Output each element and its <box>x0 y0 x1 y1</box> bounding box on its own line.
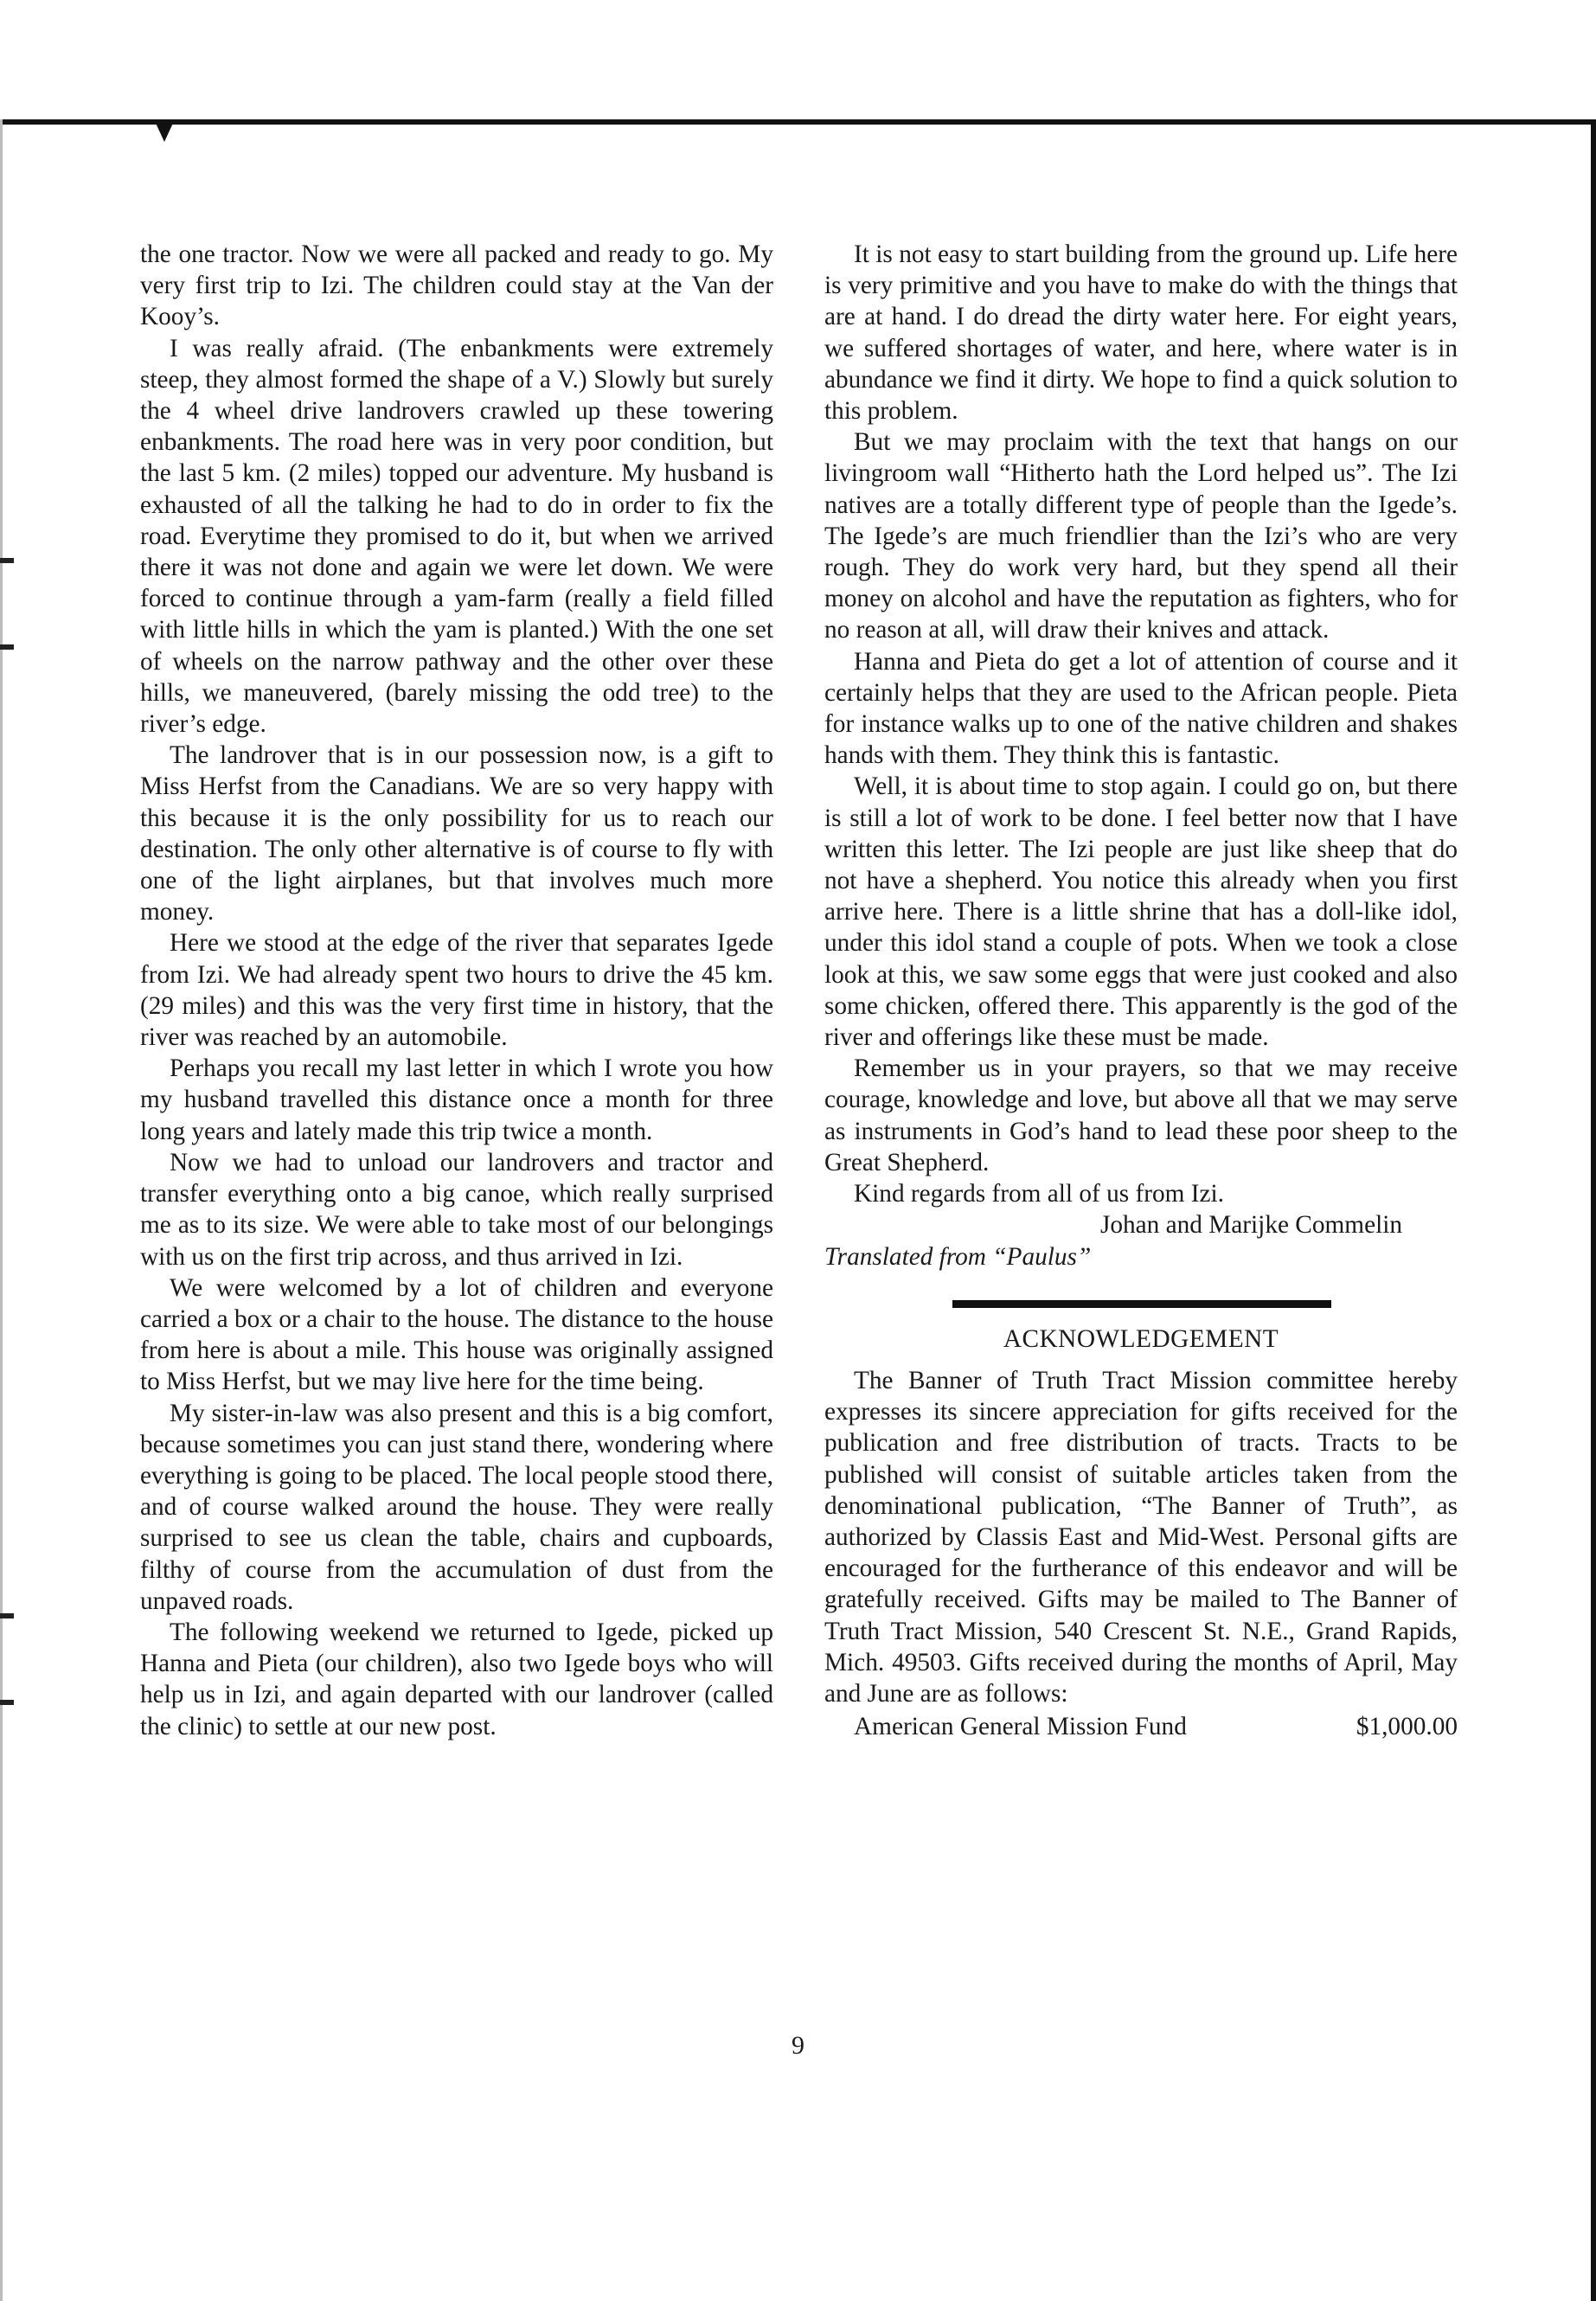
acknowledgement-body: The Banner of Truth Tract Mission committee hereby expresses its sincere appreciation for gifts received for the publication and free distribution of tracts. Tracts to be published will consist of suitable articles taken from the denominational publication, “The Banner of Truth”, as authorized by Classis East and Mid-West. Personal gifts are encouraged for the furtherance of this endeavor and will be gratefully received. Gifts may be mailed to The Banner of Truth Tract Mission, 540 Crescent St. N.E., Grand Rapids, Mich. 49503. Gifts received during the months of April, May and June are as follows: <box>824 1366 1458 1708</box>
fund-name: American General Mission Fund <box>854 1713 1187 1741</box>
paragraph: I was really afraid. (The enbankments were extremely steep, they almost formed the shape of a V.) Slowly but surely the 4 wheel drive landrovers crawled up these towering enbankments. The road here was in very poor condition, but the last 5 km. (2 miles) topped our adventure. My husband is exhausted of all the talking he had to do in order to fix the road. Everytime they promised to do it, but when we arrived there it was not done and again we were let down. We were forced to continue through a yam-farm (really a field filled with little hills in which the yam is planted.) With the one set of wheels on the narrow pathway and the other over these hills, we maneuvered, (barely missing the odd tree) to the river’s edge. <box>140 334 773 739</box>
acknowledgement-heading: ACKNOWLEDGEMENT <box>1003 1324 1279 1353</box>
fund-amount: $1,000.00 <box>1356 1713 1458 1741</box>
paragraph: But we may proclaim with the text that hangs on our livingroom wall “Hitherto hath the Lord helped us”. The Izi natives are a totally different type of people than the Igede’s. The Igede’s are much friendlier than the Izi’s who are very rough. They do work very hard, but they spend all their money on alcohol and have the reputation as fighters, who for no reason at all, will draw their knives and attack. <box>824 428 1458 644</box>
binding-tick-icon <box>0 1613 14 1618</box>
section-divider <box>952 1300 1331 1308</box>
paragraph: It is not easy to start building from the ground up. Life here is very primitive and you have to make do with the things that are at hand. I do dread the dirty water here. For eight years, we suffered shortages of water, and here, where water is in abundance we find it dirty. We hope to find a quick solution to this problem. <box>824 240 1458 426</box>
paragraph: the one tractor. Now we were all packed and ready to go. My very first trip to Izi. The children could stay at the Van der Kooy’s. <box>140 240 773 331</box>
paragraph: Well, it is about time to stop again. I could go on, but there is still a lot of work to be done. I feel better now that I have written this letter. The Izi people are just like sheep that do not have a shepherd. You notice this already when you first arrive here. There is a little shrine that has a doll-like idol, under this idol stand a couple of pots. When we took a close look at this, we saw some eggs that were just cooked and also some chicken, offered there. This apparently is the god of the river and offerings like these must be made. <box>824 772 1458 1052</box>
paragraph: We were welcomed by a lot of children and everyone carried a box or a chair to the house. The distance to the house from here is about a mile. This house was originally assigned to Miss Herfst, but we may live here for the time being. <box>140 1273 773 1396</box>
scan-border-right <box>1591 119 1596 2301</box>
translation-credit: Translated from “Paulus” <box>824 1242 1092 1271</box>
page-number: 9 <box>792 2031 804 2060</box>
paragraph: The landrover that is in our possession now, is a gift to Miss Herfst from the Canadians. We are so very happy with this because it is the only possibility for us to reach our destination. The only other alternative is of course to fly with one of the light airplanes, but that involves much more money. <box>140 741 773 926</box>
binding-tick-icon <box>0 644 14 650</box>
registration-mark-icon <box>154 119 175 142</box>
scan-border-left <box>0 119 3 2301</box>
paragraph: The following weekend we returned to Igede, picked up Hanna and Pieta (our children), also two Igede boys who will help us in Izi, and again departed with our landrover (called the clinic) to settle at our new post. <box>140 1618 773 1740</box>
paragraph: Here we stood at the edge of the river that separates Igede from Izi. We had already spent two hours to drive the 45 km. (29 miles) and this was the very first time in history, that the river was reached by an automobile. <box>140 929 773 1052</box>
left-column <box>140 239 773 1742</box>
paragraph: Remember us in your prayers, so that we may receive courage, knowledge and love, but above all that we may serve as instruments in God’s hand to lead these poor sheep to the Great Shepherd. <box>824 1054 1458 1176</box>
binding-tick-icon <box>0 558 14 563</box>
fund-row <box>824 1711 1458 1742</box>
scan-border-top <box>0 119 1596 125</box>
paragraph: Now we had to unload our landrovers and tractor and transfer everything onto a big canoe, which really surprised me as to its size. We were able to take most of our belongings with us on the first trip across, and thus arrived in Izi. <box>140 1148 773 1271</box>
paragraph: Perhaps you recall my last letter in which I wrote you how my husband travelled this distance once a month for three long years and lately made this trip twice a month. <box>140 1054 773 1145</box>
paragraph: My sister-in-law was also present and this is a big comfort, because sometimes you can just stand there, wondering where everything is going to be placed. The local people stood there, and of course walked around the house. They were really surprised to see us clean the table, chairs and cupboards, filthy of course from the accumulation of dust from the unpaved roads. <box>140 1399 773 1615</box>
binding-tick-icon <box>0 1700 14 1705</box>
letter-signature: Johan and Marijke Commelin <box>1099 1211 1402 1240</box>
right-column <box>824 239 1458 1742</box>
paragraph: Hanna and Pieta do get a lot of attention of course and it certainly helps that they are used to the African people. Pieta for instance walks up to one of the native children and shakes hands with them. They think this is fantastic. <box>824 647 1458 770</box>
paragraph: Kind regards from all of us from Izi. <box>854 1180 1224 1208</box>
